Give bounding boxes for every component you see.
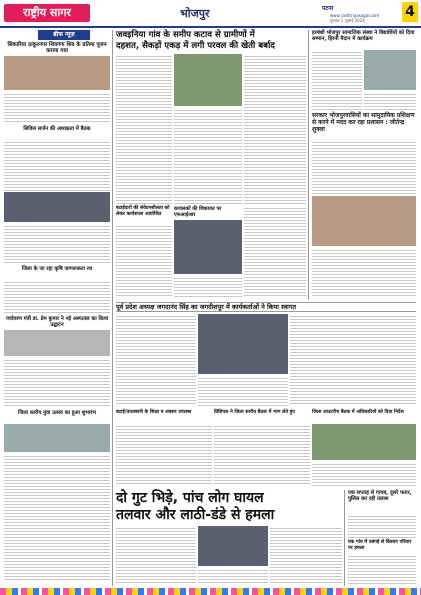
- right-photo-2: [312, 196, 416, 246]
- left-text-5: [4, 358, 110, 408]
- bottom-text-2: [198, 568, 268, 584]
- banner-text-2: [198, 376, 288, 406]
- small-text-c: [312, 462, 416, 486]
- left-text-2: [4, 140, 110, 192]
- bottom-side-head-2: एक गांव में दबंगई से किसान परिवार पर हमला: [348, 540, 412, 551]
- mid-head-b: कपालकों की शिकायत पर एफआईआर: [174, 206, 222, 218]
- banner-photo: [198, 314, 288, 374]
- masthead-date: गुरुवार 1 जुलाई 2024: [330, 18, 365, 23]
- mid-text-a: [116, 224, 172, 298]
- right-head-mid: सरकार भोजपुरवासियों का सामुदायिक प्रशिक्षण से करने में मदद कर रहा प्रशासन : जीतेन्द्र शुक्ला: [312, 112, 415, 133]
- small-text-a: [116, 424, 212, 486]
- bottom-text-3: [270, 526, 342, 584]
- small-head-b: प्रिंसिपल ने जिला स्तरीय बैठक में भाग लेते हुए: [214, 410, 295, 415]
- masthead-site: www.rashtriyasagar.com: [330, 13, 380, 18]
- lead-text-3: [244, 54, 306, 204]
- bottom-color-strip: [0, 588, 421, 595]
- right-text-1: [312, 50, 362, 110]
- lead-headline-2: दहशत, सैकड़ों एकड़ में लगी परवल की खेती बर्बाद: [116, 41, 275, 51]
- left-photo-4: [4, 424, 110, 452]
- column-divider-1: [112, 30, 113, 586]
- bottom-side-head: एक सप्ताह से गायब, दूसरे फरार, पुलिस कर रही तलाश: [348, 490, 412, 503]
- right-text-3: [312, 140, 416, 194]
- masthead-brand: राष्ट्रीय सागर: [4, 4, 90, 22]
- small-head-a: बटाई/तालाबानी के शिक्षा व अवसर उपलब्ध: [116, 410, 192, 415]
- right-text-4: [312, 248, 416, 298]
- lead-text-2: [174, 108, 242, 204]
- left-text-3: [4, 224, 110, 264]
- left-head-2: सिविल सर्जन की अध्यक्षता में बैठक: [23, 126, 91, 132]
- bottom-side-text-2: [348, 554, 416, 584]
- bottom-text-1: [116, 526, 196, 584]
- left-photo-2: [4, 192, 110, 222]
- brief-news-tag: ब्रीफ न्यूज़: [38, 30, 90, 40]
- left-head-1: सिकारिया ठाकुरनगर शिवगंगा शिव के प्रतिमा पूजन कराया गया: [7, 42, 107, 55]
- left-text-1: [4, 92, 110, 124]
- lead-photo: [174, 54, 242, 106]
- column-divider-3: [344, 490, 345, 586]
- bottom-side-text-1: [348, 514, 416, 538]
- masthead-city: पटना: [322, 5, 334, 12]
- mid-head-a: बटाईदारों की संवेदनशीलता को लेकर कार्यशाला आयोजित: [116, 206, 170, 217]
- mid-text-b: [174, 276, 242, 298]
- small-head-c: जिला आउटरीच बैठक में अधिकारियों को दिया निर्देश: [312, 410, 404, 415]
- page-number: 4: [402, 2, 418, 22]
- right-photo-1: [364, 50, 416, 90]
- banner-text-3: [290, 314, 416, 406]
- mid-photo-b: [174, 220, 242, 274]
- left-head-5: जिला स्तरीय युवा उत्सव का हुआ शुभारंभ: [18, 410, 96, 416]
- right-text-2: [364, 92, 416, 110]
- left-text-6: [4, 454, 110, 582]
- left-photo-3: [4, 330, 110, 356]
- bottom-headline-1: दो गुट भिड़े, पांच लोग घायल: [116, 490, 264, 506]
- bottom-headline-2: तलवार और लाठी-डंडे से हमला: [116, 507, 275, 523]
- lead-headline-1: जवइनिया गांव के समीप कटाव से ग्रामीणों में: [116, 30, 255, 40]
- left-head-4: पर्यावरण मंत्री डा. प्रेम कुमार ने नई अस्पताल का किया उद्घाटन: [5, 316, 109, 328]
- left-text-4: [4, 280, 110, 314]
- lead-text-1: [116, 54, 172, 204]
- section-label: भोजपुर: [180, 7, 210, 20]
- mid-text-c: [244, 206, 306, 298]
- banner-text-1: [116, 314, 196, 406]
- bottom-photo: [198, 526, 268, 566]
- small-text-b: [214, 424, 310, 486]
- banner-headline: पूर्व प्रदेश अध्यक्ष जगदानंद सिंह का जगदीशपुर में कार्यकर्ताओं ने किया स्वागत: [116, 302, 416, 312]
- right-head-top: हरबंशी भोजपुर सामाजिक संस्था ने विद्यार्थियों को दिया सम्मान, हिरनी मैदान में कार्यक्रम: [312, 30, 415, 43]
- column-divider-2: [308, 30, 309, 300]
- small-photo-c: [312, 424, 416, 460]
- left-photo-1: [4, 56, 110, 90]
- masthead-rule: [0, 26, 421, 28]
- left-head-3: जिला के जा रहा कृषि जागरूकता रथ: [21, 266, 93, 272]
